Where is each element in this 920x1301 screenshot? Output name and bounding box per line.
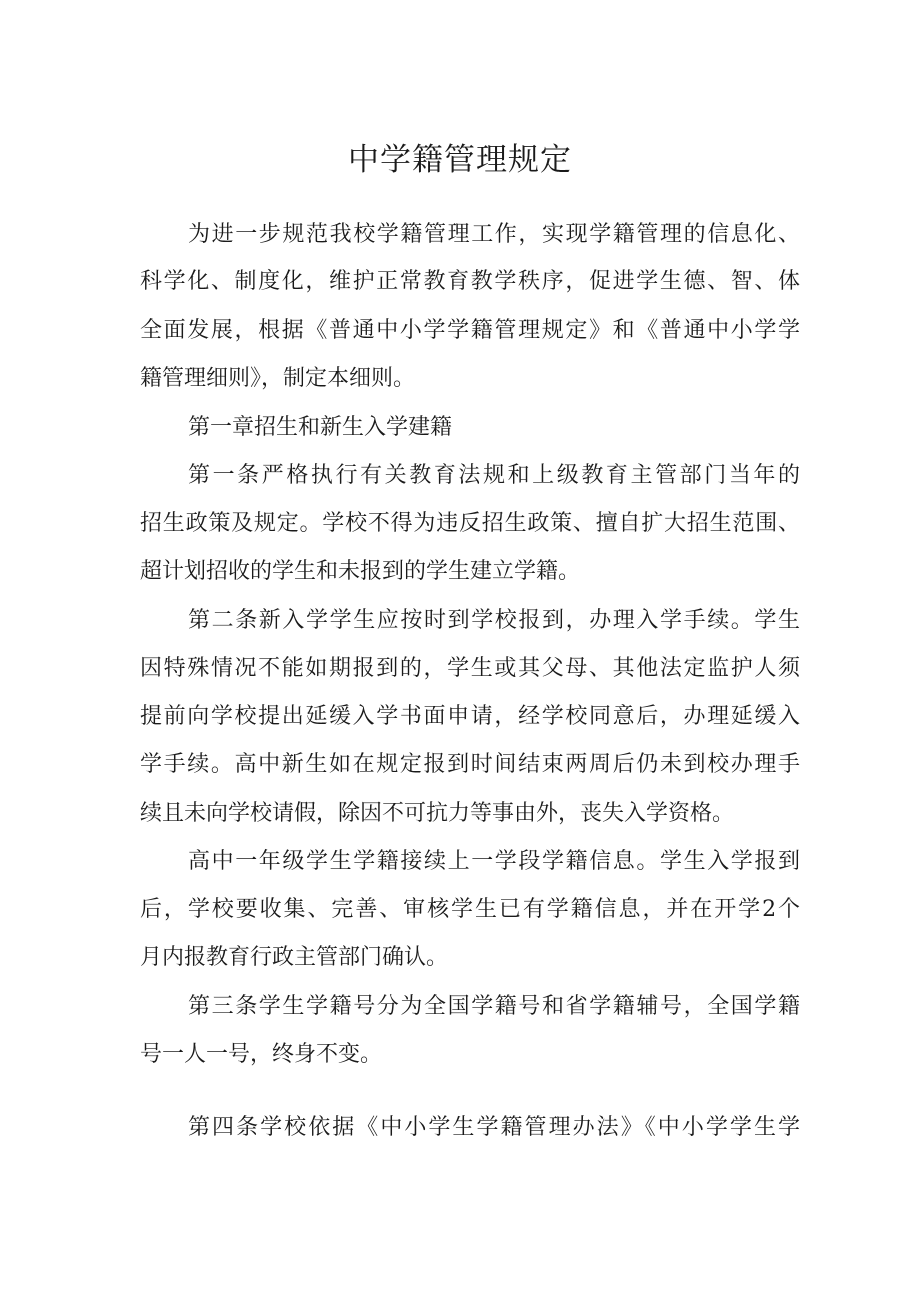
- text-line: 第四条学校依据《中小学生学籍管理办法》《中小学学生学: [188, 1115, 800, 1140]
- text-line: 科学化、制度化，维护正常教育教学秩序，促进学生德、智、体: [140, 269, 800, 294]
- text-line: 因特殊情况不能如期报到的，学生或其父母、其他法定监护人须: [140, 656, 800, 681]
- text-line: 为进一步规范我校学籍管理工作，实现学籍管理的信息化、: [188, 222, 800, 247]
- text-line: 续且未向学校请假，除因不可抗力等事由外，丧失入学资格。: [140, 801, 735, 826]
- text-line: 后，学校要收集、完善、审核学生已有学籍信息，并在开学2个: [140, 897, 800, 922]
- text-line: 月内报教育行政主管部门确认。: [140, 945, 449, 970]
- text-line: 籍管理细则》，制定本细则。: [140, 366, 416, 391]
- text-line: 招生政策及规定。学校不得为违反招生政策、擅自扩大招生范围、: [140, 511, 800, 536]
- text-line: 第二条新入学学生应按时到学校报到，办理入学手续。学生: [188, 608, 800, 633]
- text-line: 超计划招收的学生和未报到的学生建立学籍。: [140, 559, 581, 584]
- text-line: 全面发展，根据《普通中小学学籍管理规定》和《普通中小学学: [140, 318, 800, 343]
- chapter-heading: 第一章招生和新生入学建籍: [188, 415, 453, 440]
- text-line: 第三条学生学籍号分为全国学籍号和省学籍辅号，全国学籍: [188, 994, 800, 1019]
- text-line: 第一条严格执行有关教育法规和上级教育主管部门当年的: [188, 463, 800, 488]
- text-line: 提前向学校提出延缓入学书面申请，经学校同意后，办理延缓入: [140, 704, 800, 729]
- text-line: 学手续。高中新生如在规定报到时间结束两周后仍未到校办理手: [140, 752, 800, 777]
- document-title: 中学籍管理规定: [348, 142, 572, 178]
- text-line: 高中一年级学生学籍接续上一学段学籍信息。学生入学报到: [188, 849, 800, 874]
- text-line: 号一人一号，终身不变。: [140, 1042, 383, 1067]
